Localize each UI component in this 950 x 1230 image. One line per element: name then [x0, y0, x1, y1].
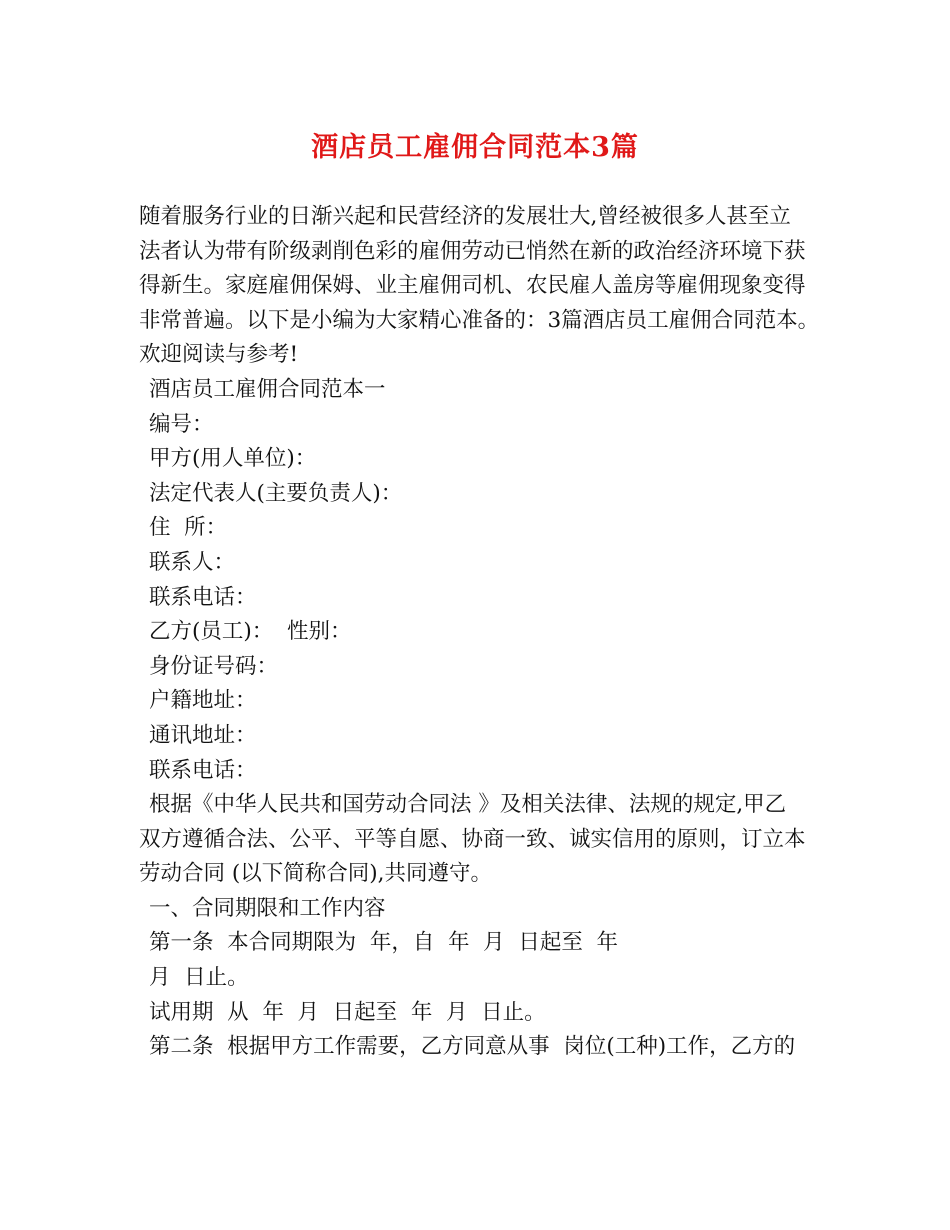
field-id-number: 身份证号码： [149, 653, 279, 679]
article-one-line: 月 日止。 [149, 965, 249, 991]
field-party-b: 乙方(员工)： 性别： [149, 619, 352, 645]
intro-line: 得新生。家庭雇佣保姆、业主雇佣司机、农民雇人盖房等雇佣现象变得 [139, 273, 806, 299]
contract-subtitle: 酒店员工雇佣合同范本一 [149, 376, 386, 402]
field-address: 住 所： [149, 515, 228, 541]
basis-line: 根据《中华人民共和国劳动合同法 》及相关法律、法规的规定,甲乙 [149, 792, 787, 818]
intro-line: 随着服务行业的日渐兴起和民营经济的发展壮大,曾经被很多人甚至立 [139, 204, 791, 229]
field-contact-phone-b: 联系电话： [149, 757, 257, 783]
basis-line: 劳动合同 (以下简称合同),共同遵守。 [139, 861, 492, 887]
probation-line: 试用期 从 年 月 日起至 年 月 日止。 [149, 999, 546, 1025]
article-two-line: 第二条 根据甲方工作需要，乙方同意从事 岗位(工种)工作，乙方的 [149, 1034, 796, 1060]
article-one-line: 第一条 本合同期限为 年，自 年 月 日起至 年 [149, 930, 619, 956]
field-legal-rep: 法定代表人(主要负责人)： [149, 480, 403, 506]
field-number: 编号： [149, 411, 214, 437]
field-mailing-address: 通讯地址： [149, 722, 257, 748]
intro-line: 法者认为带有阶级剥削色彩的雇佣劳动已悄然在新的政治经济环境下获 [139, 238, 806, 264]
field-party-a: 甲方(用人单位)： [149, 446, 317, 472]
field-household-address: 户籍地址： [149, 688, 257, 714]
section-heading: 一、合同期限和工作内容 [149, 895, 386, 921]
basis-line: 双方遵循合法、公平、平等自愿、协商一致、诚实信用的原则，订立本 [139, 826, 806, 852]
field-contact-person: 联系人： [149, 549, 236, 575]
document-body [139, 200, 839, 1065]
intro-line: 非常普遍。以下是小编为大家精心准备的：3篇酒店员工雇佣合同范本。 [139, 307, 820, 333]
document-title: 酒店员工雇佣合同范本3篇 [311, 132, 639, 163]
field-contact-phone: 联系电话： [149, 584, 257, 610]
intro-line: 欢迎阅读与参考! [139, 342, 299, 368]
